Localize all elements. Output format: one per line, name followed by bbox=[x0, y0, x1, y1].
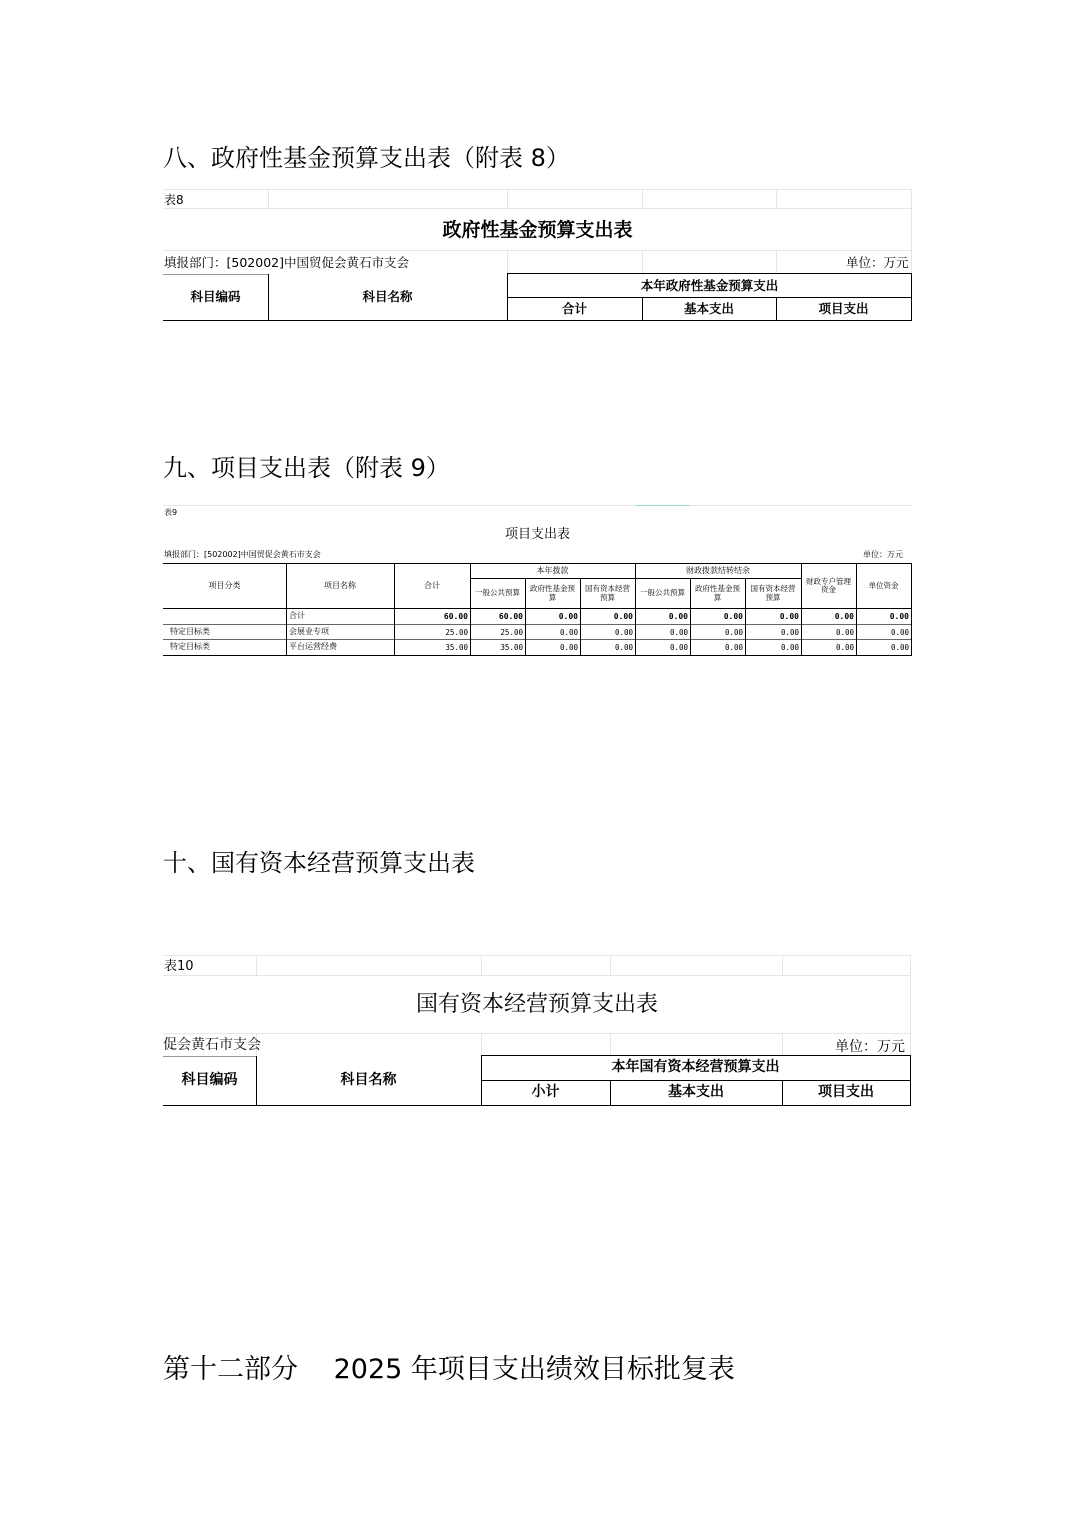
col-code-header: 科目编码 bbox=[190, 289, 241, 305]
row-value: 35.00 bbox=[445, 643, 468, 652]
col-total-header: 合计 bbox=[424, 580, 440, 590]
sub-header-project: 项目支出 bbox=[818, 301, 869, 317]
group-header-carryover: 财政拨款结转结余 bbox=[686, 565, 750, 575]
row-value: 35.00 bbox=[500, 643, 523, 652]
row-value: 60.00 bbox=[498, 612, 523, 621]
row-value: 0.00 bbox=[559, 628, 578, 637]
group-header: 本年国有资本经营预算支出 bbox=[611, 1059, 780, 1076]
col-name-header: 科目名称 bbox=[340, 1071, 397, 1088]
unit-label: 单位：万元 bbox=[835, 1039, 905, 1055]
sub-header-carry-capital: 国有资本经营预算 bbox=[750, 584, 796, 602]
row-value: 0.00 bbox=[890, 643, 909, 652]
col-category-header: 项目分类 bbox=[208, 580, 241, 590]
col-name-header: 项目名称 bbox=[324, 580, 356, 590]
sub-header-basic: 基本支出 bbox=[668, 1084, 724, 1101]
sub-header-fund-budget: 政府性基金预算 bbox=[530, 584, 575, 602]
row-value: 0.00 bbox=[724, 628, 743, 637]
unit-label: 单位：万元 bbox=[863, 550, 903, 559]
sub-header-project: 项目支出 bbox=[818, 1084, 874, 1101]
row-value: 0.00 bbox=[834, 612, 854, 621]
row-value: 0.00 bbox=[669, 643, 688, 652]
row-value: 0.00 bbox=[780, 628, 799, 637]
row-value: 25.00 bbox=[445, 628, 468, 637]
section-heading-10: 十、国有资本经营预算支出表 bbox=[163, 849, 475, 877]
sub-header-carry-general: 一般公共预算 bbox=[640, 588, 685, 598]
row-name: 平台运营经费 bbox=[289, 642, 337, 651]
table-title: 项目支出表 bbox=[504, 527, 570, 542]
dept-label: 填报部门：[502002]中国贸促会黄石市支会 bbox=[164, 255, 409, 270]
col-special-account-header: 财政专户管理资金 bbox=[806, 576, 851, 594]
sub-header-subtotal: 小计 bbox=[531, 1084, 560, 1101]
row-category: 特定目标类 bbox=[170, 627, 210, 636]
row-value: 0.00 bbox=[723, 612, 743, 621]
row-value: 0.00 bbox=[558, 612, 578, 621]
sub-header-general-budget: 一般公共预算 bbox=[475, 588, 520, 598]
col-unit-funds-header: 单位资金 bbox=[868, 580, 899, 590]
section-heading-9: 九、项目支出表（附表 9） bbox=[163, 454, 450, 482]
row-name: 会展业专项 bbox=[289, 627, 329, 636]
row-category: 特定目标类 bbox=[170, 642, 210, 651]
dept-label: 促会黄石市支会 bbox=[163, 1037, 261, 1053]
row-value: 0.00 bbox=[835, 643, 854, 652]
group-header: 本年政府性基金预算支出 bbox=[640, 277, 779, 293]
row-value: 0.00 bbox=[890, 628, 909, 637]
col-name-header: 科目名称 bbox=[362, 289, 413, 305]
unit-label: 单位：万元 bbox=[846, 255, 909, 270]
row-value: 0.00 bbox=[779, 612, 799, 621]
row-value: 0.00 bbox=[669, 628, 688, 637]
row-name: 合计 bbox=[289, 611, 305, 620]
row-value: 25.00 bbox=[500, 628, 523, 637]
sub-header-carry-fund: 政府性基金预算 bbox=[695, 584, 740, 602]
table-title: 政府性基金预算支出表 bbox=[442, 219, 633, 241]
group-header-appropriation: 本年拨款 bbox=[536, 565, 569, 575]
table-tag: 表10 bbox=[164, 959, 194, 974]
row-value: 60.00 bbox=[443, 612, 468, 621]
table-tag: 表9 bbox=[164, 508, 178, 517]
section-heading-8: 八、政府性基金预算支出表（附表 8） bbox=[163, 144, 570, 172]
table-tag: 表8 bbox=[164, 193, 184, 207]
sub-header-capital-budget: 国有资本经营预算 bbox=[585, 584, 630, 602]
row-value: 0.00 bbox=[835, 628, 854, 637]
section-heading-12: 第十二部分 2025 年项目支出绩效目标批复表 bbox=[163, 1354, 735, 1385]
row-value: 0.00 bbox=[614, 643, 633, 652]
dept-label: 填报部门：[502002]中国贸促会黄石市支会 bbox=[164, 550, 321, 559]
row-value: 0.00 bbox=[614, 628, 633, 637]
row-value: 0.00 bbox=[780, 643, 799, 652]
col-code-header: 科目编码 bbox=[181, 1071, 238, 1088]
sub-header-basic: 基本支出 bbox=[683, 301, 734, 317]
sub-header-total: 合计 bbox=[561, 301, 587, 317]
row-value: 0.00 bbox=[668, 612, 688, 621]
row-value: 0.00 bbox=[613, 612, 633, 621]
table-title: 国有资本经营预算支出表 bbox=[415, 992, 658, 1017]
row-value: 0.00 bbox=[559, 643, 578, 652]
row-value: 0.00 bbox=[724, 643, 743, 652]
row-value: 0.00 bbox=[889, 612, 909, 621]
